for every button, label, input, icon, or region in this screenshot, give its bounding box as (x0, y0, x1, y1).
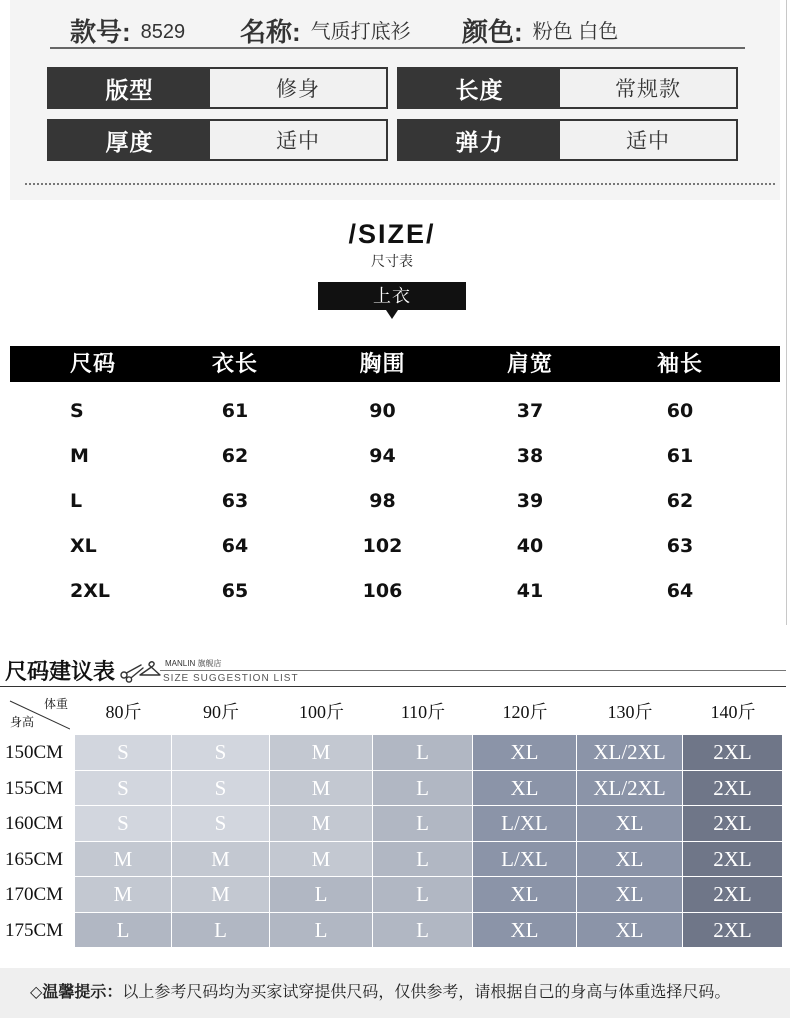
suggestion-cell: 2XL (683, 771, 783, 807)
suggestion-cell: S (172, 806, 270, 842)
weight-column-header: 140斤 (710, 702, 756, 722)
suggestion-cell: XL (473, 913, 577, 949)
attribute-label: 弹力 (399, 121, 560, 159)
suggestion-cell: XL (473, 735, 577, 771)
suggestion-title: 尺码建议表 (5, 659, 116, 684)
suggestion-cell: L (373, 806, 473, 842)
product-code (70, 15, 185, 49)
product-code-value: 8529 (140, 21, 186, 43)
size-table-cell: 102 (362, 534, 403, 557)
attribute-value: 修身 (210, 69, 386, 107)
size-table-cell: 62 (221, 444, 249, 467)
size-table-cell: 40 (516, 534, 544, 557)
suggestion-cell: XL (577, 806, 683, 842)
size-table-cell: 64 (666, 579, 694, 602)
suggestion-cell: L (373, 842, 473, 878)
suggestion-cell: XL (473, 771, 577, 807)
suggestion-row (75, 842, 783, 878)
suggestion-cell: L/XL (473, 806, 577, 842)
size-table-cell: 98 (369, 489, 396, 512)
suggestion-cell: 2XL (683, 877, 783, 913)
size-table-row (10, 568, 780, 613)
attribute-value: 适中 (560, 121, 736, 159)
suggestion-cell: L/XL (473, 842, 577, 878)
size-table-cell: 39 (516, 489, 544, 512)
summary-divider (50, 47, 745, 49)
size-table-cell: 65 (221, 579, 249, 602)
suggestion-row (75, 913, 783, 949)
size-table-row (10, 523, 780, 568)
attribute-elasticity (397, 119, 738, 161)
size-table-column-header: 胸围 (359, 351, 406, 376)
size-table-cell: 64 (221, 534, 249, 557)
brand-label: MANLIN 旗舰店 (165, 659, 222, 668)
tip-label: 温馨提示： (42, 984, 123, 1001)
weight-column-header: 120斤 (502, 702, 548, 722)
size-table-row (10, 388, 780, 433)
product-name (240, 15, 411, 49)
size-table-cell: 106 (362, 579, 403, 602)
suggestion-cell: S (75, 806, 172, 842)
size-table-column-header: 衣长 (211, 351, 258, 376)
suggestion-cell: 2XL (683, 913, 783, 949)
product-color-label: 颜色: (462, 17, 523, 47)
suggestion-grid (75, 735, 783, 948)
product-color-value: 粉色 白色 (532, 21, 619, 43)
size-table-cell: 41 (516, 579, 544, 602)
suggestion-cell: M (270, 806, 373, 842)
size-table-cell: 2XL (70, 579, 110, 602)
height-row-label: 165CM (5, 848, 64, 870)
size-table-row (10, 433, 780, 478)
size-table-row (10, 478, 780, 523)
category-tag-arrow (386, 310, 398, 319)
weight-column-header: 110斤 (400, 702, 446, 722)
suggestion-row (75, 771, 783, 807)
size-table-cell: 61 (666, 444, 694, 467)
size-table-cell: 90 (369, 399, 396, 422)
suggestion-header-rule (160, 670, 786, 671)
product-name-value: 气质打底衫 (310, 21, 411, 43)
size-table-cell: 37 (516, 399, 544, 422)
attribute-thickness (47, 119, 388, 161)
suggestion-cell: XL/2XL (577, 735, 683, 771)
weight-column-header: 90斤 (203, 702, 239, 722)
weight-column-header: 100斤 (299, 702, 344, 722)
suggestion-row (75, 806, 783, 842)
corner-weight-label: 体重 (43, 697, 68, 711)
suggestion-cell: 2XL (683, 735, 783, 771)
suggestion-cell: M (270, 771, 373, 807)
size-table-column-header: 袖长 (656, 351, 703, 376)
size-table-cell: S (70, 399, 84, 422)
suggestion-cell: L (373, 913, 473, 949)
suggestion-cell: L (75, 913, 172, 949)
suggestion-cell: XL/2XL (577, 771, 683, 807)
attribute-value: 适中 (210, 121, 386, 159)
height-row-label: 170CM (5, 884, 64, 905)
suggestion-cell: L (172, 913, 270, 949)
product-code-label: 款号: (70, 17, 131, 47)
size-table-column-header: 尺码 (70, 351, 117, 376)
suggestion-cell: M (172, 877, 270, 913)
size-table-cell: L (70, 489, 83, 512)
suggestion-cell: XL (577, 913, 683, 949)
attribute-length (397, 67, 738, 109)
suggestion-cell: 2XL (683, 842, 783, 878)
corner-height-label: 身高 (10, 715, 35, 729)
right-edge-line (786, 0, 787, 625)
suggestion-cell: XL (473, 877, 577, 913)
product-name-label: 名称: (240, 17, 301, 47)
hanger-scissors-icon (119, 659, 161, 683)
suggestion-cell: L (270, 913, 373, 949)
size-table-header (10, 346, 780, 382)
suggestion-cell: S (172, 735, 270, 771)
suggestion-cell: L (373, 735, 473, 771)
product-color (462, 15, 618, 49)
suggestion-cell: XL (577, 842, 683, 878)
suggestion-row (75, 877, 783, 913)
weight-column-header: 130斤 (607, 702, 653, 722)
size-table-body (10, 388, 780, 613)
size-table-cell: 62 (666, 489, 694, 512)
suggestion-cell: XL (577, 877, 683, 913)
size-table-cell: 38 (516, 444, 544, 467)
size-table-column-header: 肩宽 (506, 351, 553, 376)
suggestion-cell: M (75, 842, 172, 878)
height-row-label: 155CM (5, 777, 64, 799)
height-row-label: 150CM (5, 742, 64, 763)
attribute-label: 版型 (49, 69, 210, 107)
attribute-fit (47, 67, 388, 109)
attribute-label: 厚度 (49, 121, 210, 159)
dotted-divider (25, 183, 775, 185)
suggestion-row (75, 735, 783, 771)
height-row-label: 160CM (5, 813, 64, 834)
suggestion-cell: L (270, 877, 373, 913)
size-heading: /SIZE/ (348, 219, 436, 249)
size-table-cell: XL (70, 534, 97, 557)
suggestion-cell: M (172, 842, 270, 878)
product-spec-panel (10, 0, 780, 200)
size-table-cell: M (70, 444, 89, 467)
size-table-cell: 61 (221, 399, 249, 422)
size-table-cell: 63 (666, 534, 694, 557)
tip-banner (0, 968, 790, 1018)
suggestion-divider (0, 686, 786, 687)
weight-column-header: 80斤 (105, 702, 142, 722)
suggestion-cell: S (75, 771, 172, 807)
height-label-column (0, 735, 75, 948)
corner-header (8, 695, 70, 731)
weight-header-row (75, 697, 783, 727)
tip-text: 以上参考尺码均为买家试穿提供尺码，仅供参考，请根据自己的身高与体重选择尺码。 (122, 984, 731, 1001)
suggestion-subtitle: SIZE SUGGESTION LIST (163, 673, 299, 684)
category-tag: 上衣 (318, 282, 466, 310)
suggestion-cell: L (373, 877, 473, 913)
attribute-value: 常规款 (560, 69, 736, 107)
diamond-icon: ◇ (30, 984, 43, 1001)
suggestion-cell: L (373, 771, 473, 807)
size-table-cell: 94 (369, 444, 396, 467)
size-table-cell: 63 (221, 489, 249, 512)
suggestion-cell: S (75, 735, 172, 771)
suggestion-cell: M (270, 735, 373, 771)
attribute-label: 长度 (399, 69, 560, 107)
size-subheading: 尺寸表 (371, 253, 413, 269)
suggestion-cell: 2XL (683, 806, 783, 842)
suggestion-cell: M (270, 842, 373, 878)
size-table-cell: 60 (666, 399, 694, 422)
height-row-label: 175CM (5, 919, 64, 941)
suggestion-cell: S (172, 771, 270, 807)
suggestion-cell: M (75, 877, 172, 913)
